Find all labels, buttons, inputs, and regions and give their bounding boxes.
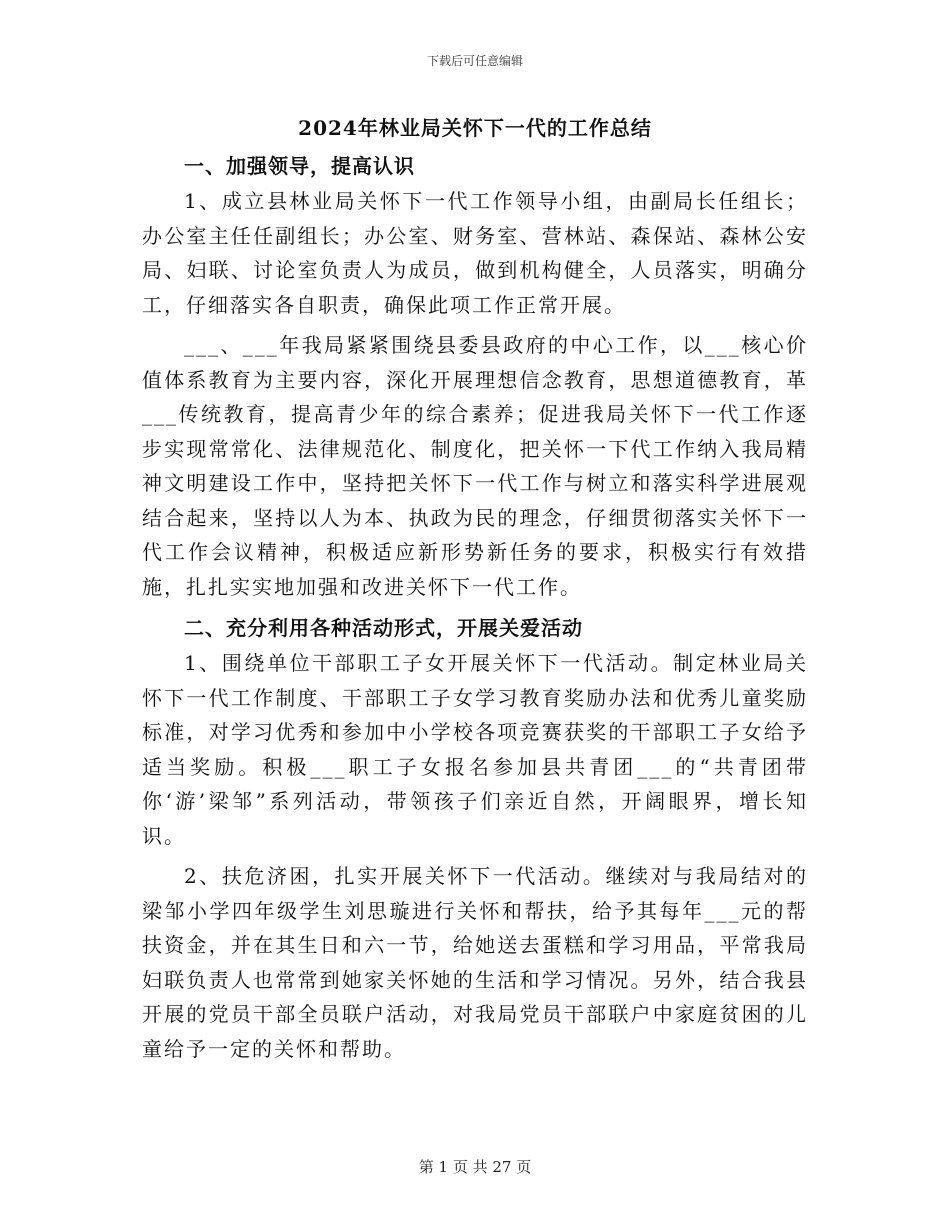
section-heading: 二、充分利用各种活动形式，开展关爱活动 [184,616,583,640]
header-note: 下载后可任意编辑 [426,54,523,68]
paragraph: ___、___年我局紧紧围绕县委县政府的中心工作，以___核心价值体系教育为主要内容，深化开展理想信念教育，思想道德教育，革___传统教育，提高青少年的综合素养；促进我局关怀下一代工作逐步实现常常化、法律规范化、制度化，把关怀一下代工作纳入我局精神文明建设工作中，坚持把关怀下一代工作与树立和落实科学进展观结合起来，坚持以人为本、执政为民的理念，仔细贯彻落实关怀下一代工作会议精神，积极适应新形势新任务的要求，积极实行有效措施，扎扎实实地加强和改进关怀下一代工作。 [142,333,808,599]
document-title: 2024年林业局关怀下一代的工作总结 [298,116,652,140]
section-1 [142,148,808,604]
paragraph: 1、成立县林业局关怀下一代工作领导小组，由副局长任组长；办公室主任任副组长；办公室、财务室、营林站、森保站、森林公安局、妇联、讨论室负责人为成员，做到机构健全，人员落实，明确分工，仔细落实各自职责，确保此项工作正常开展。 [142,189,808,317]
paragraph: 2、扶危济困，扎实开展关怀下一代活动。继续对与我局结对的梁邹小学四年级学生刘思璇进行关怀和帮扶，给予其每年___元的帮扶资金，并在其生日和六一节，给她送去蛋糕和学习用品，平常我局妇联负责人也常常到她家关怀她的生活和学习情况。另外，结合我县开展的党员干部全员联户活动，对我局党员干部联户中家庭贫困的儿童给予一定的关怀和帮助。 [142,864,808,1061]
document-body [142,112,808,1066]
page-number: 第 1 页 共 27 页 [418,1158,532,1176]
section-heading: 一、加强领导，提高认识 [184,154,415,178]
paragraph: 1、围绕单位干部职工子女开展关怀下一代活动。制定林业局关怀下一代工作制度、干部职工子女学习教育奖励办法和优秀儿童奖励标准，对学习优秀和参加中小学校各项竞赛获奖的干部职工子女给予适当奖励。积极___职工子女报名参加县共青团___的“共青团带你‘游’梁邹”系列活动，带领孩子们亲近自然，开阔眼界，增长知识。 [142,651,808,848]
section-2 [142,610,808,1066]
